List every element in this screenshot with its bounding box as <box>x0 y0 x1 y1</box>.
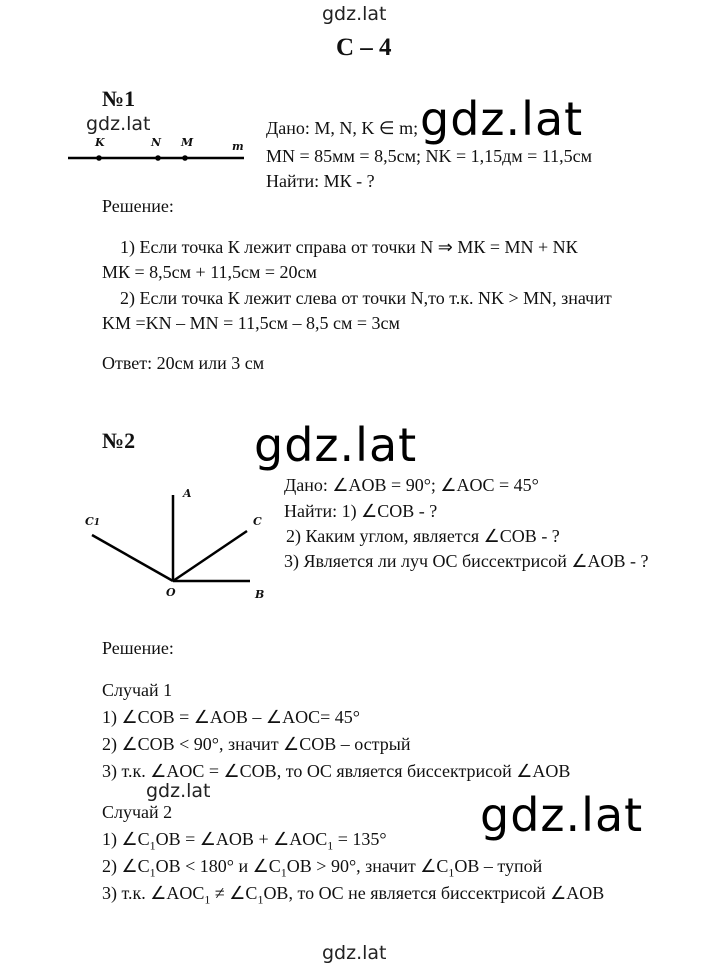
problem2-given: Дано: ∠AOB = 90°; ∠AOC = 45° <box>284 475 539 495</box>
case2-l1-b: OB = ∠AOB + ∠AOC <box>155 829 328 849</box>
ray-oc1 <box>92 535 173 581</box>
problem1-answer: Ответ: 20см или 3 см <box>102 353 265 373</box>
label-b: B <box>255 588 265 601</box>
problem1-line-3: 2) Если точка К лежит слева от точки N,то т.к. NK > MN, значит <box>120 288 612 308</box>
problem1-solution-label: Решение: <box>102 196 174 216</box>
watermark-top: gdz.lat <box>322 3 387 25</box>
case2-l2-b: OB < 180° и ∠C <box>155 856 281 876</box>
label-m-line: m <box>232 140 244 153</box>
point-k <box>96 155 102 161</box>
label-m-point: M <box>181 136 194 149</box>
problem1-given: Дано: M, N, K ∈ m; <box>266 118 419 138</box>
watermark-p1-big: gdz.lat <box>420 92 584 146</box>
case2-l3-b: ≠ ∠C <box>210 883 258 903</box>
watermark-p1-small: gdz.lat <box>86 113 151 135</box>
case1-title: Случай 1 <box>102 680 173 700</box>
label-n: N <box>151 136 162 149</box>
watermark-case-big: gdz.lat <box>480 788 644 842</box>
case1-line-2: 2) ∠COB < 90°, значит ∠COB – острый <box>102 734 411 754</box>
label-c1 <box>85 515 100 528</box>
case2-l3-sub2: 1 <box>257 892 264 907</box>
case2-l1-sub: 1 <box>149 838 156 853</box>
case2-l3-c: OB, то OC не является биссектрисой ∠AOB <box>263 883 605 903</box>
problem1-line-2: MК = 8,5см + 11,5см = 20см <box>102 262 317 282</box>
case2-line-2 <box>102 856 542 881</box>
case1-line-3: 3) т.к. ∠AOC = ∠COB, то OC является биссектрисой ∠AOB <box>102 761 571 781</box>
problem1-given2: MN = 85мм = 8,5см; NK = 1,15дм = 11,5см <box>266 146 593 166</box>
problem2-number: №2 <box>102 428 136 453</box>
label-c1-letter: C <box>85 515 94 528</box>
page-title: С – 4 <box>336 34 392 61</box>
watermark-p2-big: gdz.lat <box>254 418 418 472</box>
problem1-number: №1 <box>102 86 136 111</box>
case2-l2-sub: 1 <box>149 865 156 880</box>
problem1-find: Найти: МК - ? <box>266 171 375 191</box>
case2-l1-a: 1) ∠C <box>102 829 150 849</box>
case2-l2-sub2: 1 <box>280 865 287 880</box>
case2-l1-c: = 135° <box>333 829 387 849</box>
problem1-line-4: KM =KN – MN = 11,5см – 8,5 см = 3см <box>102 313 400 333</box>
problem2-find-2: 2) Каким углом, является ∠COB - ? <box>286 526 560 546</box>
case1-line-1: 1) ∠COB = ∠AOB – ∠AOC= 45° <box>102 707 360 727</box>
label-c1-sub: 1 <box>93 518 101 528</box>
point-n <box>155 155 161 161</box>
point-m <box>182 155 188 161</box>
case2-l1-sub2: 1 <box>327 838 334 853</box>
case2-line-3 <box>102 883 604 908</box>
watermark-case-small: gdz.lat <box>146 780 211 802</box>
ray-oc <box>173 531 247 581</box>
case2-l2-a: 2) ∠C <box>102 856 150 876</box>
watermark-bottom: gdz.lat <box>322 942 387 964</box>
problem2-find-3: 3) Является ли луч OC биссектрисой ∠AOB - ? <box>284 551 649 571</box>
label-k: K <box>95 136 105 149</box>
case2-l2-sub3: 1 <box>448 865 455 880</box>
problem1-line-1: 1) Если точка К лежит справа от точки N ⇒ MК = MN + NК <box>120 237 578 257</box>
problem2-angle-figure <box>80 485 280 605</box>
case2-line-1 <box>102 829 387 854</box>
problem2-solution-label: Решение: <box>102 638 174 658</box>
case2-l2-d: OB – тупой <box>454 856 543 876</box>
case2-title: Случай 2 <box>102 802 173 822</box>
case2-l2-c: OB > 90°, значит ∠C <box>286 856 449 876</box>
case2-l3-a: 3) т.к. ∠AOC <box>102 883 205 903</box>
label-o: O <box>166 586 176 599</box>
label-c: C <box>253 515 262 528</box>
problem2-find-1: Найти: 1) ∠COB - ? <box>284 501 438 521</box>
label-a: A <box>183 487 192 500</box>
case2-l3-sub: 1 <box>204 892 211 907</box>
